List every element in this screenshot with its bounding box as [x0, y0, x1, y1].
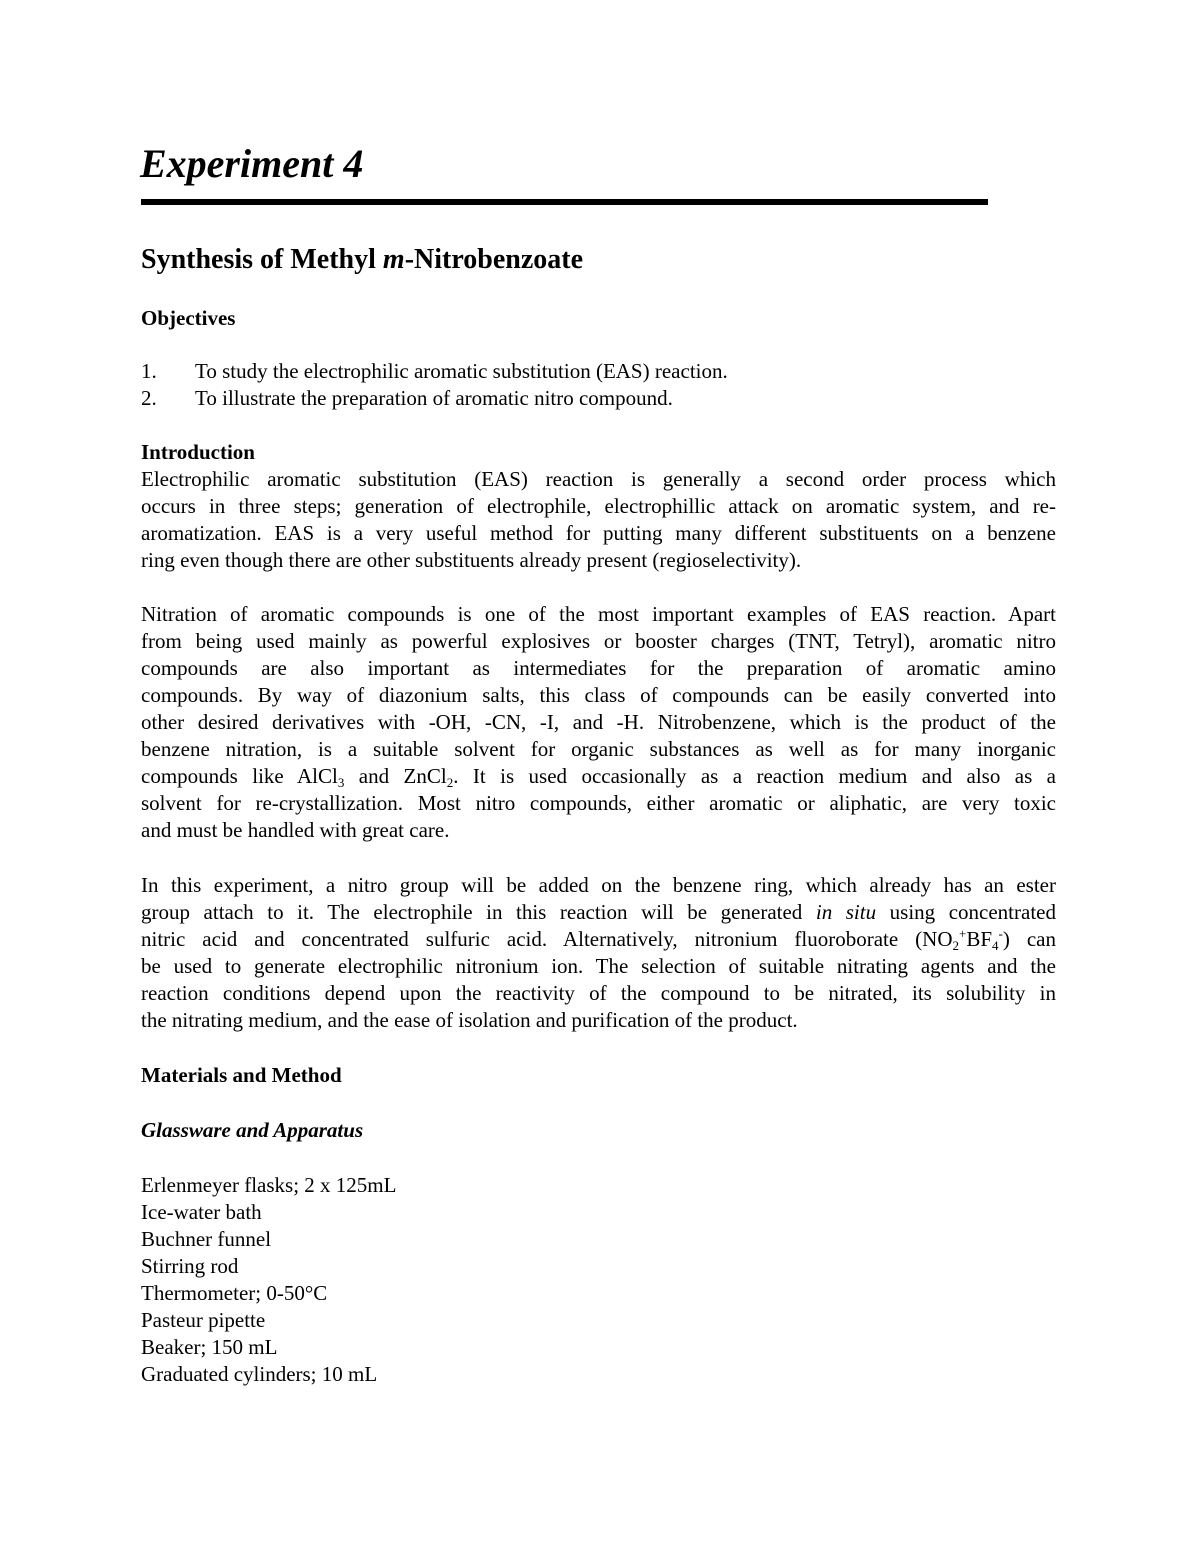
apparatus-item: Erlenmeyer flasks; 2 x 125mL — [141, 1173, 397, 1197]
subscript: 3 — [337, 775, 345, 790]
intro-paragraph-2 — [141, 601, 1056, 844]
text-fragment: and ZnCl — [344, 764, 447, 788]
text-fragment: using concentrated — [876, 900, 1056, 924]
text-fragment: ) can — [1002, 927, 1056, 951]
subscript: 2 — [446, 775, 454, 790]
text-line: be used to generate electrophilic nitronium ion. The selection of suitable nitrating agents and the — [141, 954, 1056, 978]
text-line: ring even though there are other substituents already present (regioselectivity). — [141, 548, 802, 572]
text-line: compounds are also important as intermediates for the preparation of aromatic amino — [141, 656, 1056, 680]
objectives-heading: Objectives — [141, 306, 236, 330]
superscript: - — [998, 926, 1003, 941]
text-line-formula — [141, 763, 1056, 790]
glassware-subheading: Glassware and Apparatus — [141, 1118, 364, 1142]
apparatus-item: Thermometer; 0-50°C — [141, 1281, 328, 1305]
apparatus-list — [141, 1172, 396, 1388]
introduction-heading: Introduction — [141, 440, 255, 464]
text-line-italic — [141, 899, 1056, 926]
objective-item — [141, 385, 728, 412]
text-line: Nitration of aromatic compounds is one of the most important examples of EAS reaction. Apart — [141, 602, 1056, 626]
subscript: 2 — [952, 938, 959, 953]
objective-text: To study the electrophilic aromatic substitution (EAS) reaction. — [195, 359, 728, 383]
text-fragment: BF — [966, 927, 993, 951]
materials-heading: Materials and Method — [141, 1063, 342, 1087]
text-line: other desired derivatives with -OH, -CN, -I, and -H. Nitrobenzene, which is the product of the — [141, 710, 1056, 734]
apparatus-item: Pasteur pipette — [141, 1308, 266, 1332]
objective-number: 2. — [141, 386, 157, 410]
apparatus-item: Stirring rod — [141, 1254, 239, 1278]
title-italic-m: m — [382, 244, 405, 275]
title-suffix: -Nitrobenzoate — [404, 244, 584, 275]
text-line: benzene nitration, is a suitable solvent for organic substances as well as for many inorganic — [141, 737, 1056, 761]
text-line: reaction conditions depend upon the reactivity of the compound to be nitrated, its solubility in — [141, 981, 1056, 1005]
objectives-list — [141, 358, 728, 412]
text-line: Electrophilic aromatic substitution (EAS) reaction is generally a second order process which — [141, 467, 1056, 491]
text-fragment: nitric acid and concentrated sulfuric acid. Alternatively, nitronium fluoroborate (NO — [141, 927, 953, 951]
text-fragment: group attach to it. The electrophile in this reaction will be generated — [141, 900, 816, 924]
apparatus-item: Beaker; 150 mL — [141, 1335, 278, 1359]
text-line-formula — [141, 926, 1056, 953]
experiment-title: Experiment 4 — [140, 141, 364, 186]
text-line: occurs in three steps; generation of electrophile, electrophillic attack on aromatic system, and re- — [141, 494, 1056, 518]
objective-text: To illustrate the preparation of aromatic nitro compound. — [195, 386, 673, 410]
intro-paragraph-3 — [141, 872, 1056, 1034]
text-line: aromatization. EAS is a very useful method for putting many different substituents on a benzene — [141, 521, 1056, 545]
italic-term: in situ — [815, 900, 877, 924]
document-title — [141, 240, 583, 280]
intro-paragraph-1 — [141, 466, 1056, 574]
apparatus-item: Graduated cylinders; 10 mL — [141, 1362, 378, 1386]
text-fragment: . It is used occasionally as a reaction medium and also as a — [453, 764, 1056, 788]
objective-number: 1. — [141, 359, 157, 383]
apparatus-item: Ice-water bath — [141, 1200, 262, 1224]
text-line: and must be handled with great care. — [141, 818, 450, 842]
title-prefix: Synthesis of Methyl — [141, 244, 383, 275]
text-line: In this experiment, a nitro group will be added on the benzene ring, which already has an ester — [141, 873, 1056, 897]
subscript: 4 — [992, 938, 999, 953]
text-line: from being used mainly as powerful explosives or booster charges (TNT, Tetryl), aromatic nitro — [141, 629, 1056, 653]
superscript: + — [959, 926, 967, 941]
text-line: solvent for re-crystallization. Most nitro compounds, either aromatic or aliphatic, are very toxic — [141, 791, 1056, 815]
objective-item — [141, 358, 728, 385]
text-fragment: compounds like AlCl — [141, 764, 338, 788]
apparatus-item: Buchner funnel — [141, 1227, 272, 1251]
title-rule — [141, 199, 988, 205]
text-line: compounds. By way of diazonium salts, this class of compounds can be easily converted into — [141, 683, 1056, 707]
text-line: the nitrating medium, and the ease of isolation and purification of the product. — [141, 1008, 798, 1032]
